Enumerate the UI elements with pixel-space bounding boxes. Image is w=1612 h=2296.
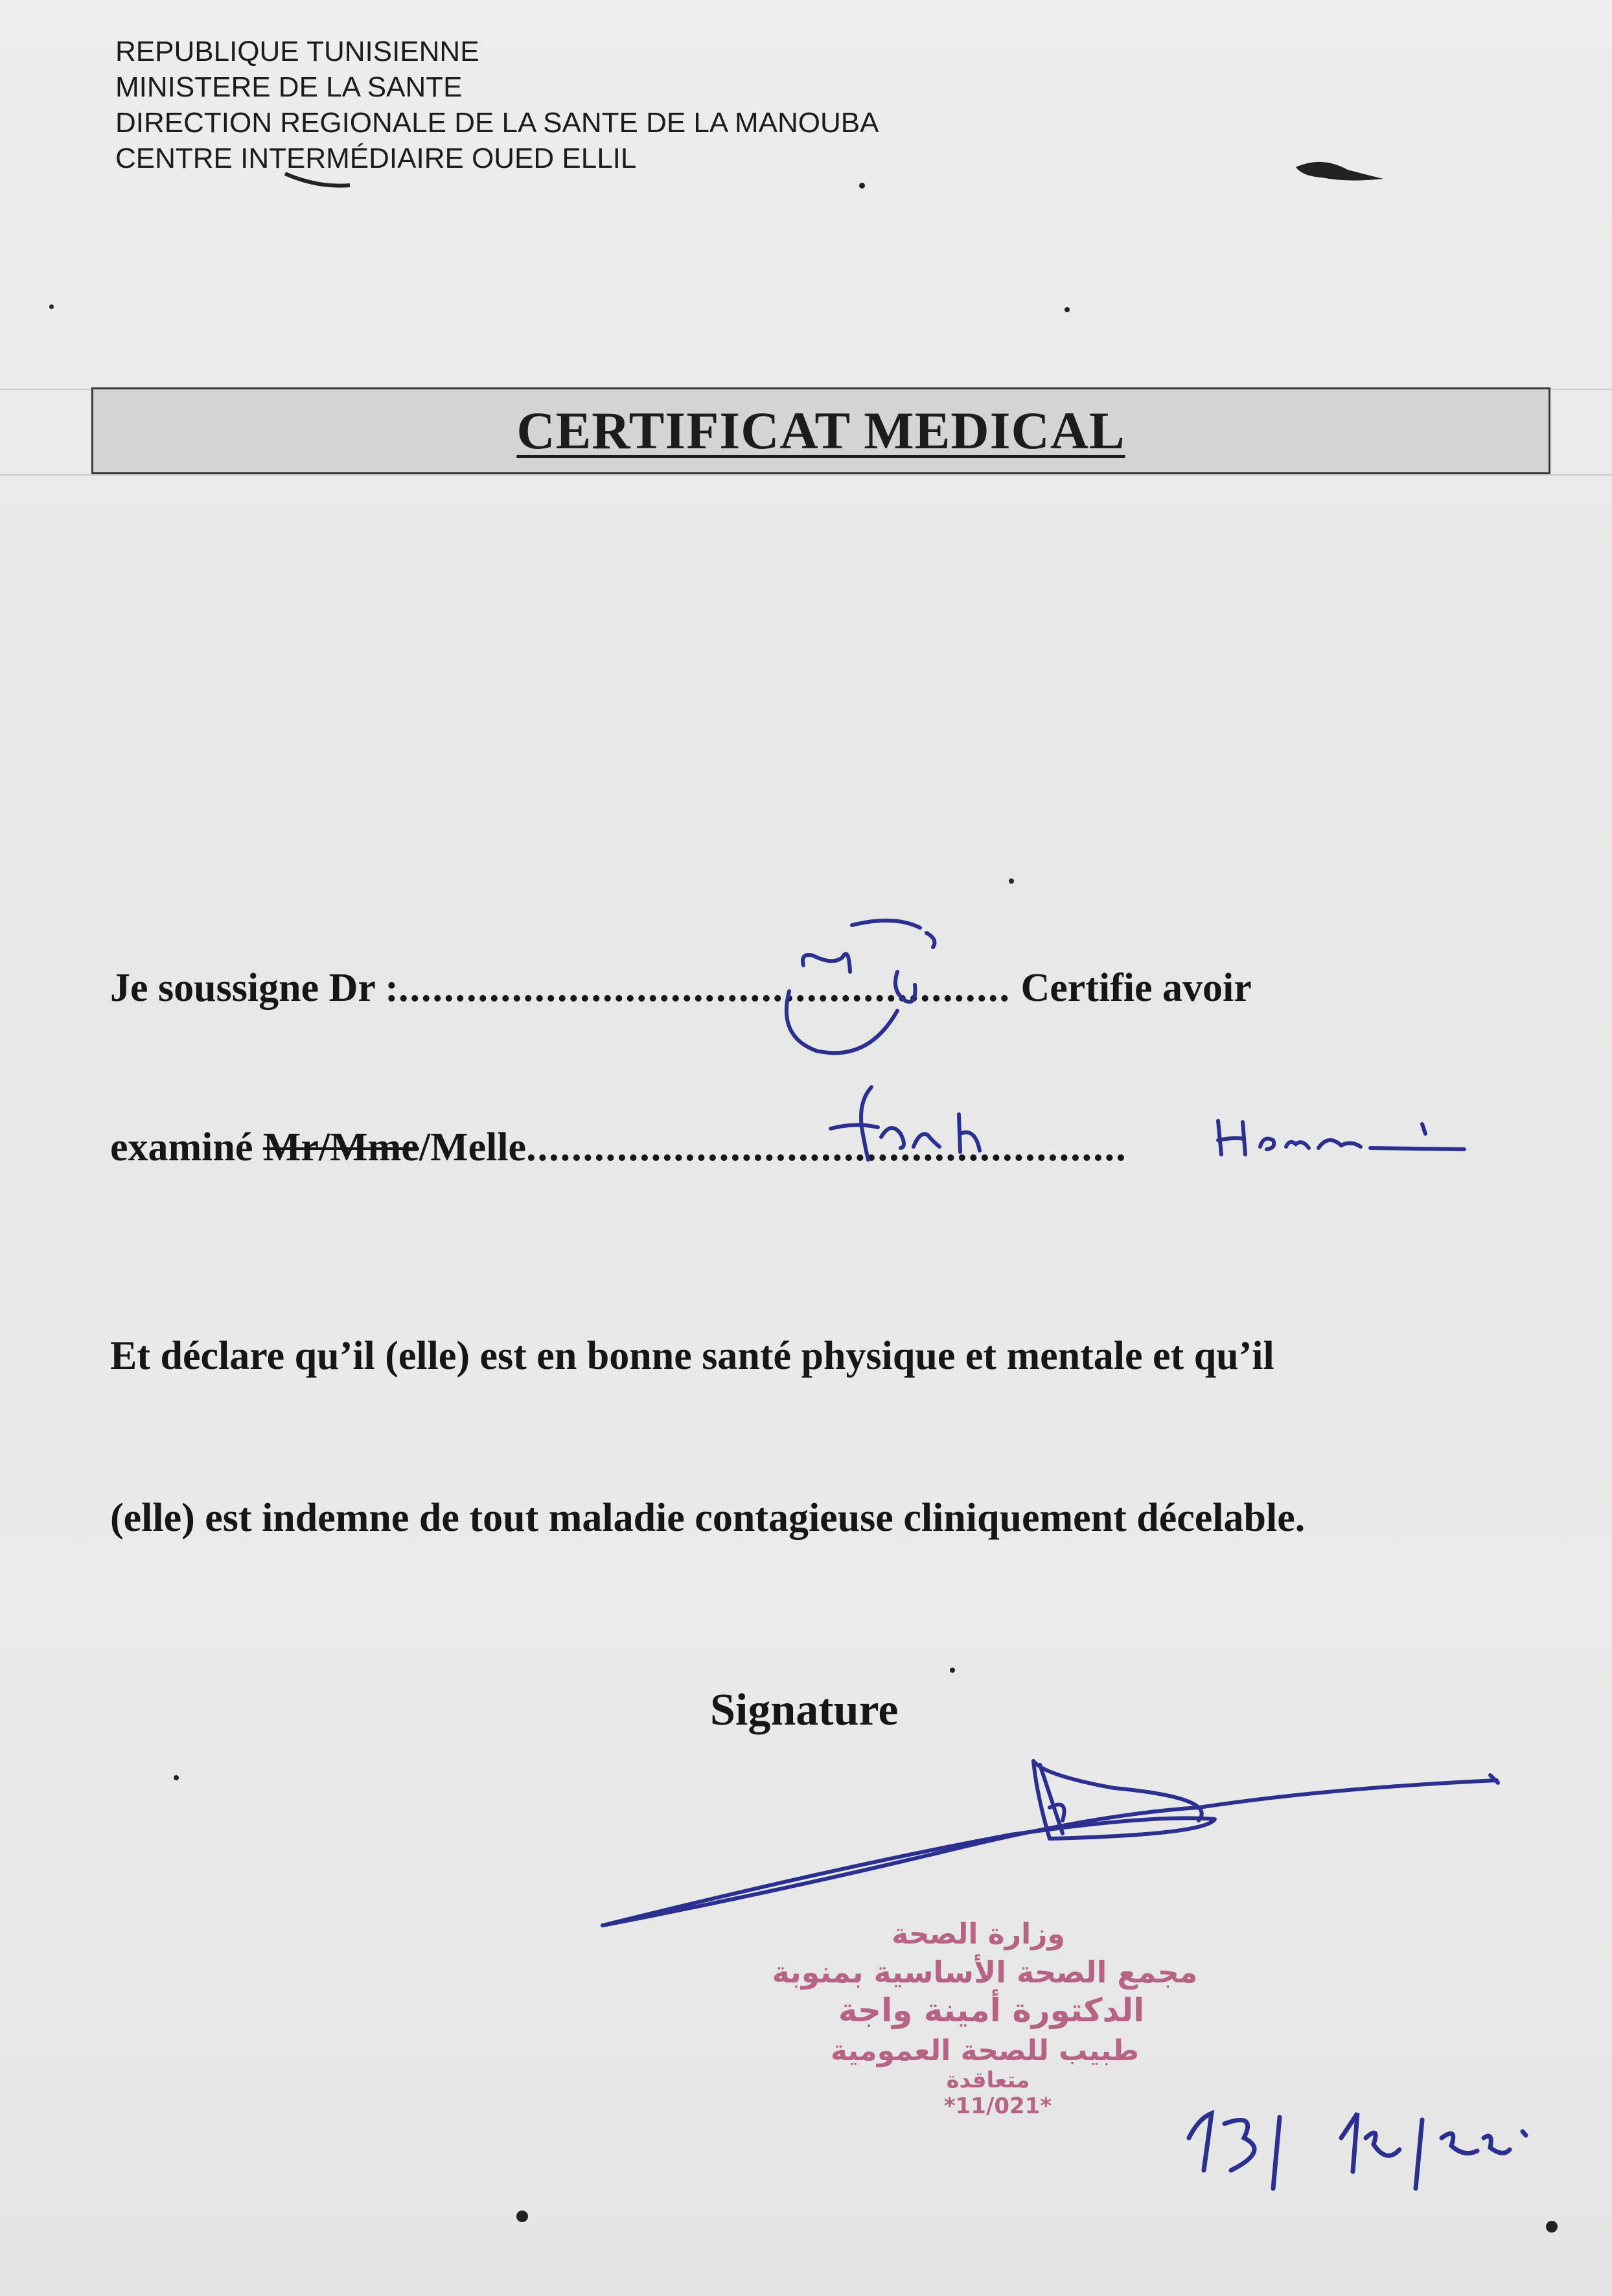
- official-stamp: [772, 1918, 1198, 2119]
- doctor-signature: [603, 1761, 1498, 1925]
- examined-suffix: /Melle: [419, 1125, 527, 1169]
- declaration-line-1: Et déclare qu’il (elle) est en bonne santé physique et mentale et qu’il: [110, 1334, 1274, 1378]
- letterhead-country: REPUBLIQUE TUNISIENNE: [115, 36, 479, 67]
- paper-speck: [1546, 2221, 1558, 2233]
- handwritten-date: [1189, 2113, 1526, 2188]
- stamp-line-6: *11/021*: [943, 2093, 1052, 2119]
- paper-speck: [516, 2210, 528, 2222]
- doctor-prefix: Je soussigne Dr :: [110, 966, 398, 1010]
- patient-name-field: .....................................................: [526, 1125, 1127, 1169]
- paper-speck: [950, 1668, 955, 1673]
- declaration-line-2: (elle) est indemne de tout maladie contagieuse cliniquement décelable.: [110, 1496, 1306, 1540]
- examined-struck-title: Mr/Mme: [262, 1125, 419, 1169]
- stamp-line-5: متعاقدة: [946, 2067, 1030, 2093]
- paper-speck: [49, 304, 54, 309]
- paper-speck: [174, 1775, 179, 1780]
- handwritten-doctor-name: [787, 921, 935, 1053]
- examined-prefix: examiné: [110, 1125, 253, 1169]
- ink-blot: [1296, 162, 1383, 181]
- doctor-name-field: ......................................................: [398, 966, 1011, 1010]
- stamp-line-2: مجمع الصحة الأساسية بمنوبة: [772, 1955, 1198, 1990]
- stamp-line-1: وزارة الصحة: [892, 1918, 1065, 1951]
- stamp-line-3: الدكتورة أمينة واجة: [838, 1992, 1145, 2029]
- paper-speck: [1065, 307, 1070, 312]
- doctor-suffix: Certifie avoir: [1020, 966, 1252, 1010]
- signature-label: Signature: [710, 1685, 899, 1735]
- stamp-line-4: طبيب للصحة العمومية: [830, 2034, 1140, 2067]
- handwritten-patient-name: [831, 1087, 1464, 1160]
- letterhead-center: CENTRE INTERMÉDIAIRE OUED ELLIL: [115, 143, 637, 174]
- document-title: CERTIFICAT MEDICAL: [516, 401, 1125, 460]
- paper-speck: [859, 183, 865, 189]
- ink-scribble: [285, 174, 350, 186]
- letterhead-ministry: MINISTERE DE LA SANTE: [115, 71, 463, 103]
- letterhead-regional-direction: DIRECTION REGIONALE DE LA SANTE DE LA MANOUBA: [115, 107, 879, 139]
- paper-speck: [1009, 878, 1014, 884]
